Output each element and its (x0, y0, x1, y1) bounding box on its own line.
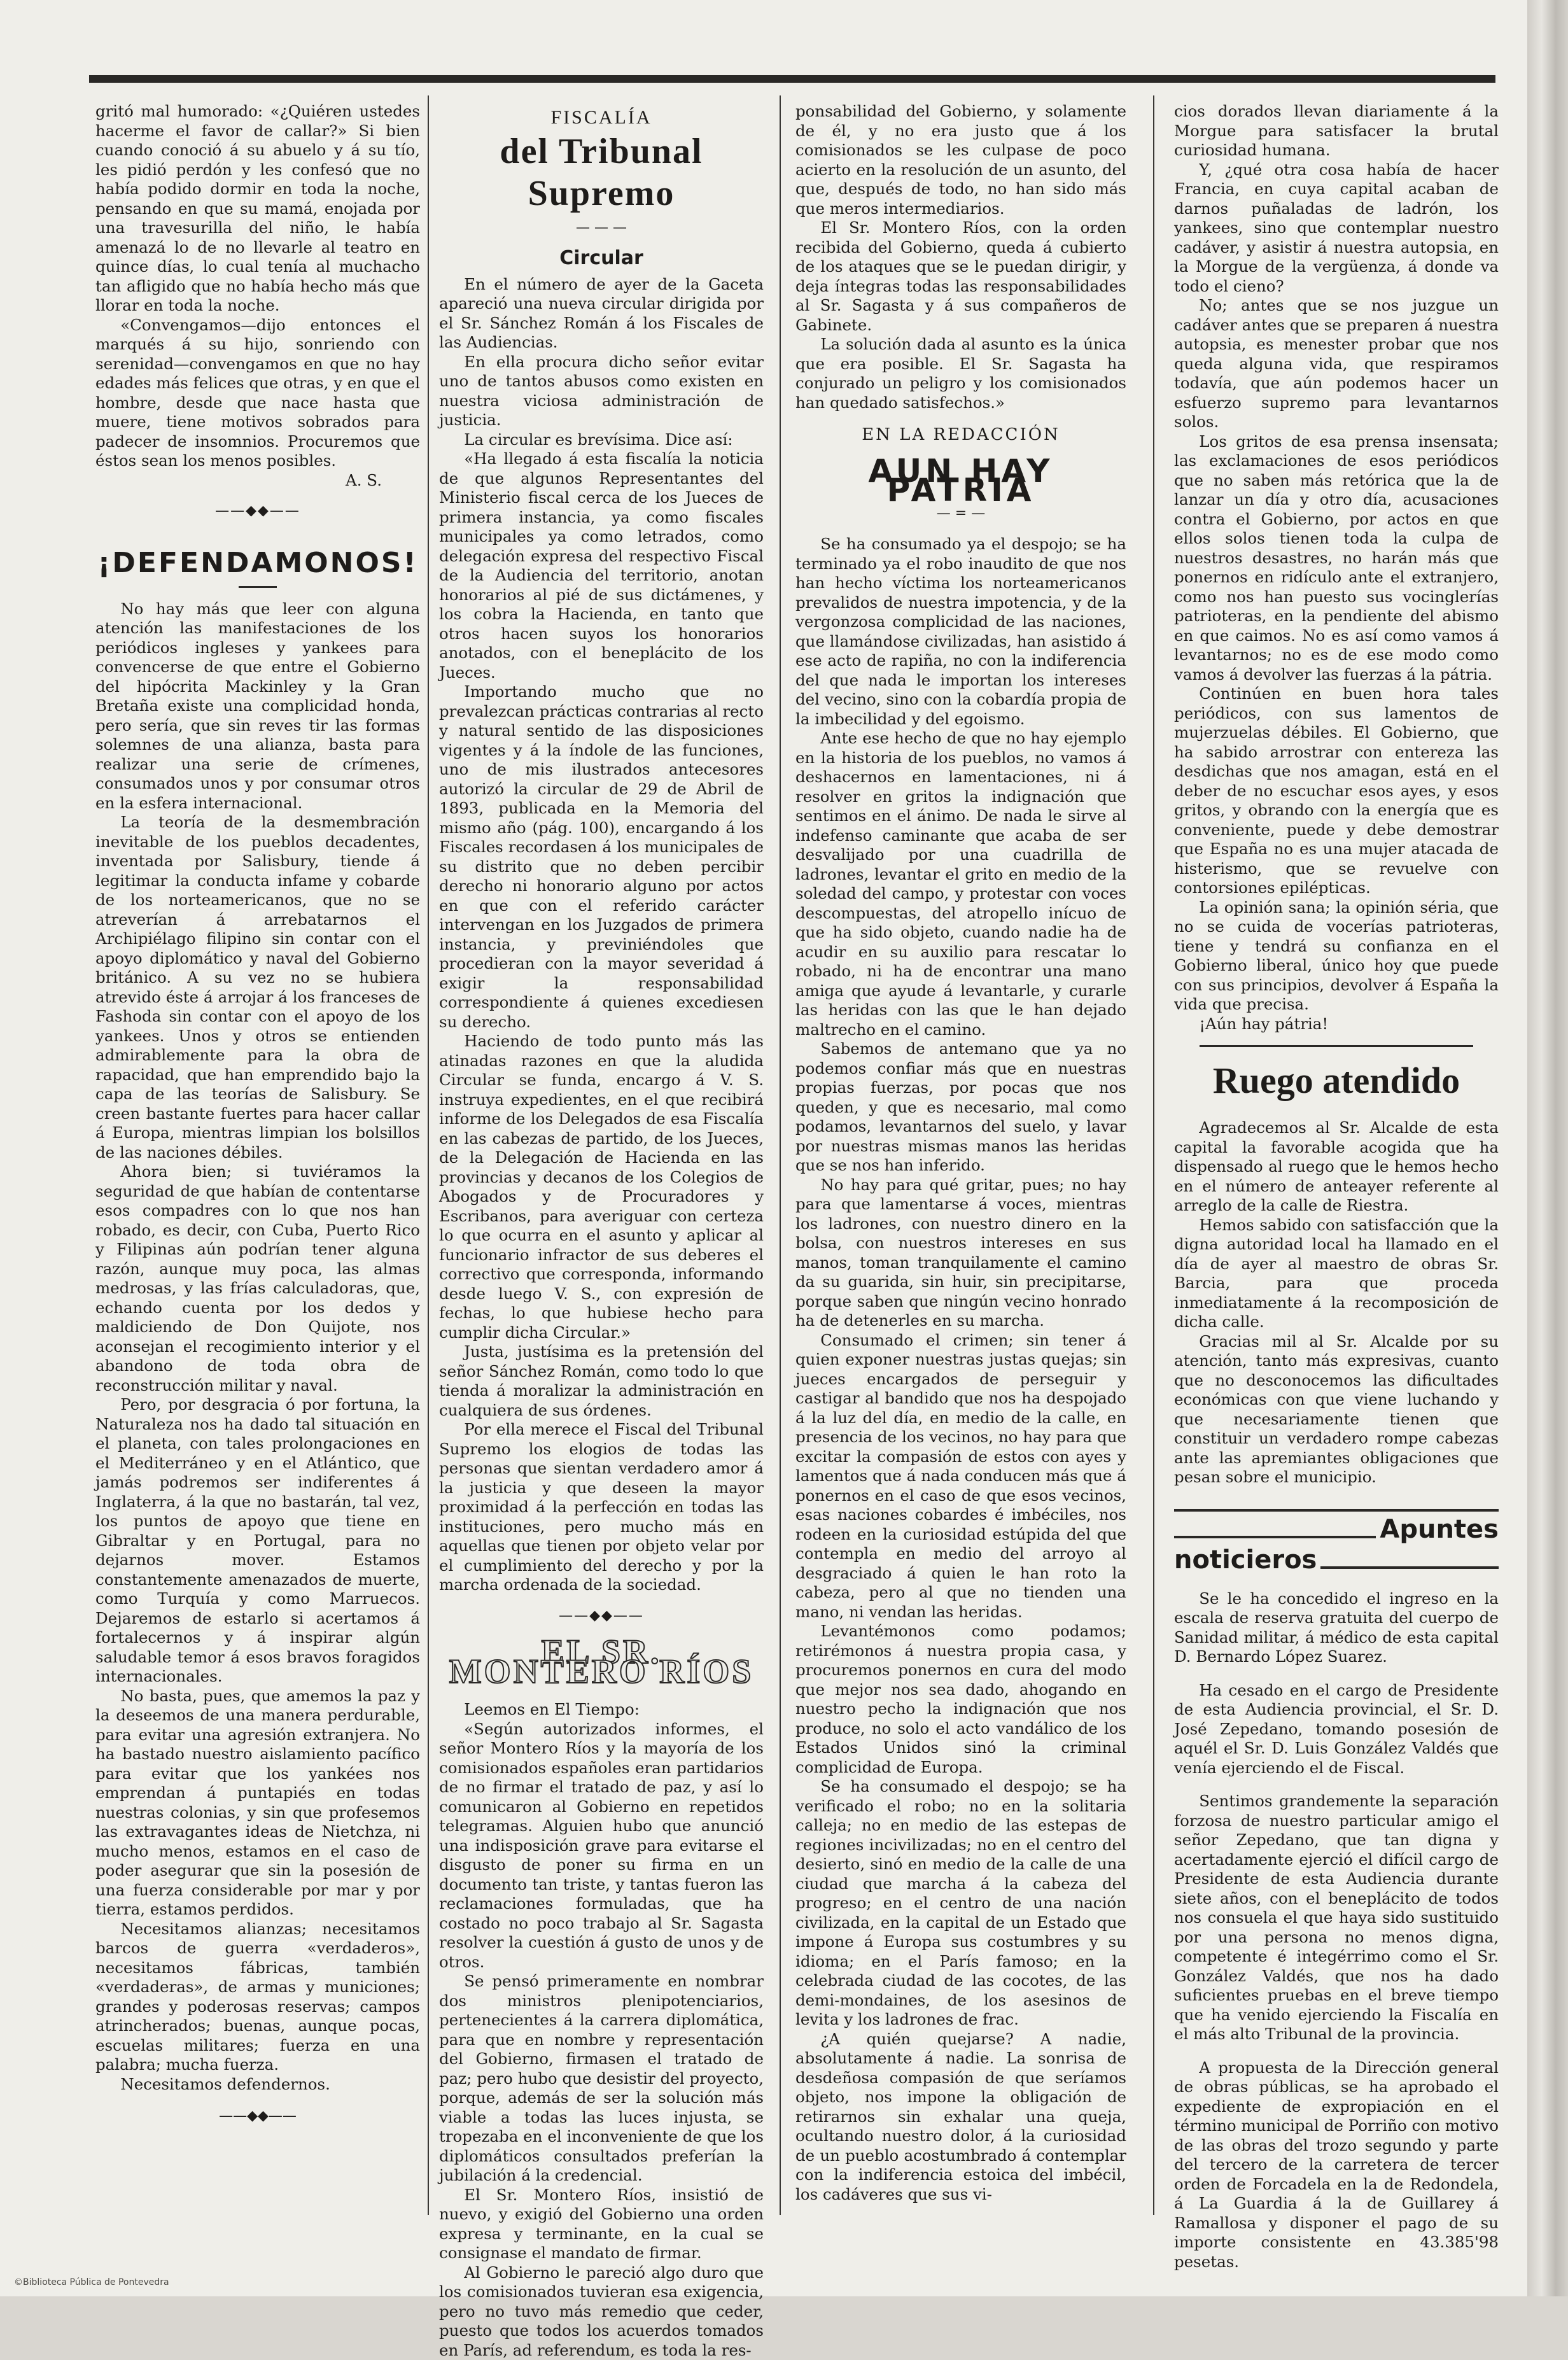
article-paragraph: Por ella merece el Fiscal del Tribunal Supremo los elogios de todas las personas que sientan verdadero amor á la justicia y que deseen la mayor proximidad á la perfección en todas las instituciones, pero mucho más en aquellas que tienen por objeto velar por el cumplimiento del derecho y por la marcha ordenada de la sociedad. (439, 1420, 764, 1595)
header-dash (1174, 1536, 1376, 1538)
column-4 (1174, 102, 1499, 2215)
article-paragraph: En el número de ayer de la Gaceta apareció una nueva circular dirigida por el Sr. Sánchez Román á los Fiscales de las Audiencias. (439, 275, 764, 353)
article-paragraph: Se pensó primeramente en nombrar dos ministros plenipotenciarios, pertenecientes á la carrera diplomática, para que en nombre y representación del Gobierno, firmasen el tratado de paz; pero hubo que desistir del proyecto, porque, además de ser la solución más viable a todas las luces injusta, se tropezaba en el inconveniente de que los diplomáticos consultados preferían la jubilación á la credencial. (439, 1972, 764, 2186)
article-paragraph: Ahora bien; si tuviéramos la seguridad de que habían de contentarse esos compadres con lo que nos han robado, es decir, con Cuba, Puerto Rico y Filipinas aún podrían tener alguna razón, aunque muy poca, las almas medrosas, y las frías calculadoras, que, echando cuenta por los dedos y maldiciendo de Don Quijote, nos aconsejan el recogimiento interior y el abandono de toda obra de reconstrucción militar y naval. (95, 1162, 420, 1395)
section-title-apuntes: Apuntes (1380, 1514, 1499, 1545)
article-paragraph: Leemos en El Tiempo: (439, 1700, 764, 1720)
article-paragraph: Agradecemos al Sr. Alcalde de esta capital la favorable acogida que ha dispensado al ruego que le hemos hecho en el número de anteayer referente al arreglo de la calle de Riestra. (1174, 1118, 1499, 1216)
article-paragraph: Consumado el crimen; sin tener á quien exponer nuestras justas quejas; sin jueces encargados de perseguir y castigar al bandido que nos ha despojado á la luz del día, en medio de la calle, en presencia de los vecinos, no hay para que excitar la compasión de estos con ayes y lamentos que á nada conducen más que á ponernos en el caso de que esos vecinos, esas naciones cobardes é imbéciles, nos rodeen en la curiosidad estúpida del que contempla en medio del arroyo al desgraciado á quien le han roto la cabeza, pero al que no tienden una mano, ni vendan las heridas. (795, 1331, 1126, 1622)
article-paragraph: «Según autorizados informes, el señor Montero Ríos y la mayoría de los comisionados españoles eran partidarios de no firmar el tratado de paz, y así lo comunicaron al Gobierno en repetidos telegramas. Alguien hubo que anunció una indisposición grave para evitarse el disgusto de poner su firma en un documento tan triste, y tantas fueron las reclamaciones formuladas, que ha costado no poco trabajo al Sr. Sagasta resolver la cuestión á gusto de unos y de otros. (439, 1720, 764, 1972)
column-1 (95, 102, 420, 2215)
article-paragraph: Se ha consumado el despojo; se ha verificado el robo; no en la solitaria calleja; no en medio de las estepas de regiones incivilizadas; no en el centro del desierto, sinó en medio de la calle de una ciudad que marcha á la cabeza del progreso; en el centro de una nación civilizada, en la capital de un Estado que impone á Europa sus costumbres y su idioma; en el París famoso; en la celebrada ciudad de las cocotes, de las demi-mondaines, de los asesinos de levita y los ladrones de frac. (795, 1777, 1126, 2030)
article-title-aun-hay-patria: AUN HAY PATRIA (795, 461, 1126, 500)
news-note: Ha cesado en el cargo de Presidente de esta Audiencia provincial, el Sr. D. José Zepedano, tomando posesión de aquél el Sr. D. Luis González Valdés que venía ejerciendo el de Fiscal. (1174, 1681, 1499, 1778)
article-paragraph: La circular es brevísima. Dice así: (439, 430, 764, 450)
article-paragraph: Necesitamos defendernos. (95, 2075, 420, 2095)
article-paragraph: «Ha llegado á esta fiscalía la noticia de que algunos Representantes del Ministerio fiscal cerca de los Jueces de primera instancia, ya como fiscales municipales ya como letrados, como delegación expresa del respectivo Fiscal de la Audiencia del territorio, anotan honorarios al pié de sus dictámenes, y los cobra la Hacienda, en tanto que otros hacen suyos los honorarios anotados, con el beneplácito de los Jueces. (439, 449, 764, 682)
ornament-separator: ——◆◆—— (95, 502, 420, 521)
news-note: Sentimos grandemente la separación forzosa de nuestro particular amigo el señor Zepedano, que tan digna y acertadamente ejerció el difícil cargo de Presidente de esta Audiencia durante siete años, con el beneplácito de todos nos consuela el que haya sido sustituido por una persona no menos digna, competente é integérrimo como el Sr. González Valdés, que nos ha dado suficientes pruebas en el breve tiempo que ha venido ejerciendo la Fiscalía en el más alto Tribunal de la provincia. (1174, 1792, 1499, 2044)
article-subtitle-circular: Circular (439, 249, 764, 269)
article-paragraph: Se ha consumado ya el despojo; se ha terminado ya el robo inaudito de que nos han hecho víctima los norteamericanos prevalidos de nuestra impotencia, y de la vergonzosa complicidad de las naciones, que llamándose civilizadas, han asistido á ese acto de rapiña, no con la indiferencia del que nada le importan los intereses del vecino, sino con la cobardía propia de la imbecilidad y del egoismo. (795, 535, 1126, 729)
article-paragraph: La opinión sana; la opinión séria, que no se cuida de vocerías patrioteras, tiene y tendrá su confianza en el Gobierno liberal, único hoy que puede con sus principios, devolver á España la vida que precisa. (1174, 898, 1499, 1015)
column-2 (439, 102, 764, 2215)
section-title-noticieros: noticieros (1174, 1545, 1317, 1575)
story-paragraph: gritó mal humorado: «¿Quiéren ustedes hacerme el favor de callar?» Si bien cuando conoció á su abuelo y á su tío, les pidió perdón y les confesó que no había podido dormir en toda la noche, pensando en que su mamá, enojada por una travesurilla del niño, le había amenazá lo de no llevarle al teatro en quince días, lo cual tenía al muchacho tan afligido que no había hecho más que llorar en toda la noche. (95, 102, 420, 316)
article-paragraph: Levantémonos como podamos; retirémonos á nuestra propia casa, y procuremos ponernos en cura del modo que mejor nos sea dado, ahogando en nuestro pecho la indignación que nos produce, no solo el acto vandálico de los Estados Unidos sinó la criminal complicidad de Europa. (795, 1622, 1126, 1777)
article-paragraph: cios dorados llevan diariamente á la Morgue para satisfacer la brutal curiosidad humana. (1174, 102, 1499, 160)
article-paragraph: El Sr. Montero Ríos, con la orden recibida del Gobierno, queda á cubierto de los ataques que se le puedan dirigir, y deja íntegras todas las responsabilidades al Sr. Sagasta y á sus compañeros de Gabinete. (795, 218, 1126, 335)
article-paragraph: No hay más que leer con alguna atención las manifestaciones de los periódicos ingleses y yankees para convencerse de que entre el Gobierno del hipócrita Mackinley y la Gran Bretaña existe una complicidad honda, pero sería, que sin reves tir las formas solemnes de una alianza, basta para realizar una serie de crímenes, consumados unos y por consumar otros en la esfera internacional. (95, 600, 420, 813)
ornament-separator: ——◆◆—— (95, 2107, 420, 2126)
column-rule (1153, 95, 1154, 2215)
article-paragraph: Importando mucho que no prevalezcan prácticas contrarias al recto y natural sentido de las disposiciones vigentes y á la índole de las funciones, uno de mis ilustrados antecesores autorizó la circular de 29 de Abril de 1893, publicada en la Memoria del mismo año (pág. 100), encargando á los Fiscales recordasen á los municipales de su distrito que no deben percibir derecho ni honorario alguno por actos en que con el referido carácter intervengan en los Juzgados de primera instancia, y previniéndoles que procedieran con la mayor severidad á exigir la responsabilidad correspondiente á quienes excediesen su derecho. (439, 682, 764, 1032)
column-rule (780, 95, 781, 2215)
article-title-ruego-atendido: Ruego atendido (1174, 1058, 1499, 1103)
header-dash (1320, 1566, 1499, 1569)
section-rule (1200, 1045, 1473, 1047)
article-paragraph: Justa, justísima es la pretensión del señor Sánchez Román, como todo lo que tienda á moralizar la administración en cualquiera de sus órdenes. (439, 1342, 764, 1420)
header-rule (89, 75, 1495, 83)
article-paragraph: La teoría de la desmembración inevitable de los pueblos decadentes, inventada por Salisbury, tiende á legitimar la conducta infame y cobarde de los norteamericanos, que no se atreverían á arrebatarnos el Archipiélago filipino sin contar con el apoyo diplomático y naval del Gobierno británico. A su vez no se hubiera atrevido éste á arrojar á los franceses de Fashoda sin contar con el apoyo de los yankees. Unos y otros se entienden admirablemente para la obra de rapacidad, que han emprendido bajo la capa de las teorías de Salisbury. Se creen bastante fuertes para hacer callar á Europa, mientras limpian los bolsillos de las naciones débiles. (95, 813, 420, 1162)
article-paragraph: Gracias mil al Sr. Alcalde por su atención, tanto más expresivas, cuanto que no desconocemos las dificultades económicas con que viene luchando y que necesariamente tienen que constituir un verdadero rompe cabezas ante las apremiantes obligaciones que pesan sobre el municipio. (1174, 1332, 1499, 1487)
article-paragraph: No basta, pues, que amemos la paz y la deseemos de una manera perdurable, para evitar una agresión extranjera. No ha bastado nuestro aislamiento pacífico para evitar que los yankées nos emprendan á puntapiés en todas nuestras colonias, y sin que profesemos las extravagantes ideas de Nietchza, ni mucho menos, estamos en el caso de poder asegurar que sin la posesión de una fuerza considerable por mar y por tierra, estamos perdidos. (95, 1687, 420, 1920)
article-paragraph: ¿A quién quejarse? A nadie, absolutamente á nadie. La sonrisa de desdeñosa compasión de que seríamos objeto, nos impone la obligación de retirarnos sin exhalar una queja, ocultando nuestro dolor, á la curiosidad de un pueblo acostumbrado á contemplar con la indiferencia estoica del imbécil, los cadáveres que sus vi- (795, 2030, 1126, 2205)
column-3 (795, 102, 1126, 2215)
story-paragraph: «Convengamos—dijo entonces el marqués á su hijo, sonriendo con serenidad—convengamos en que no hay edades más felices que otras, y en que el hombre, desde que nace hasta que muere, tiene motivos sobrados para padecer de insomnios. Procuremos que éstos sean los menos posibles. (95, 316, 420, 471)
news-note: Se le ha concedido el ingreso en la escala de reserva gratuita del cuerpo de Sanidad militar, á médico de esta capital D. Bernardo López Suarez. (1174, 1589, 1499, 1667)
article-paragraph: Pero, por desgracia ó por fortuna, la Naturaleza nos ha dado tal situación en el planeta, con tales prolongaciones en el Mediterráneo y en el Atlántico, que jamás podremos ser indiferentes á Inglaterra, á la que no bastarán, tal vez, los puntos de apoyo que tiene en Gibraltar y en Portugal, para no dejarnos mover. Estamos constantemente amenazados de muerte, como Turquía y como Marruecos. Dejaremos de estarlo si acertamos á fortalecernos y á inspirar algún saludable temor á esos bravos foragidos internacionales. (95, 1395, 420, 1687)
article-title-montero-rios: EL SR. MONTERO RÍOS (439, 1642, 764, 1681)
section-rule (1174, 1509, 1499, 1512)
ornament-separator: ——◆◆—— (439, 1606, 764, 1626)
column-rule (428, 95, 429, 2215)
article-closing: ¡Aún hay pátria! (1174, 1015, 1499, 1034)
ornament-separator: — — — (439, 218, 764, 238)
article-paragraph: Los gritos de esa prensa insensata; las exclamaciones de esos periódicos que no saben más retórica que la de lanzar un día y otro día, acusaciones contra el Gobierno, por actos en que ellos solos tienen toda la culpa de nuestros desastres, no harán más que ponernos en ridículo ante el extranjero, como nos han puesto sus vocinglerías patrioteras, en la pendiente del abismo en que caimos. No es así como vamos á levantarnos; no es de ese modo como vamos á devolver las fuerzas á la pátria. (1174, 432, 1499, 685)
ornament-separator: — = — (795, 504, 1126, 524)
article-paragraph: Haciendo de todo punto más las atinadas razones en que la aludida Circular se funda, encargo á V. S. instruya expedientes, en el que recibirá informe de los Delegados de esa Fiscalía en las cabezas de partido, de los Jueces, de la Delegación de Hacienda en las provincias y decanos de los Colegios de Abogados y de Procuradores y Escribanos, para averiguar con certeza lo que ocurra en el asunto y aplicar al funcionario infractor de sus deberes el correctivo que corresponda, informando desde luego V. S., con expresión de fechas, lo que hubiese hecho para cumplir dicha Circular.» (439, 1032, 764, 1342)
article-paragraph: ponsabilidad del Gobierno, y solamente de él, y no era justo que á los comisionados se les culpase de poco acierto en la resolución de un asunto, del que, después de todo, no han sido más que meros intermediarios. (795, 102, 1126, 218)
article-paragraph: Sabemos de antemano que ya no podemos confiar más que en nuestras propias fuerzas, por pocas que nos queden, y que es necesario, mal como podamos, levantarnos del suelo, y lavar por nuestras mismas manos las heridas que se nos han inferido. (795, 1039, 1126, 1176)
library-watermark: ©Biblioteca Pública de Pontevedra (14, 2277, 169, 2287)
section-header-apuntes (1174, 1509, 1499, 1575)
article-paragraph: No; antes que se nos juzgue un cadáver antes que se preparen á nuestra autopsia, es menester probar que nos queda alguna vida, que respiramos todavía, que aún podemos hacer un esfuerzo supremo para levantarnos solos. (1174, 296, 1499, 432)
article-paragraph: Hemos sabido con satisfacción que la digna autoridad local ha llamado en el día de ayer al maestro de obras Sr. Barcia, para que proceda inmediatamente á la recomposición de dicha calle. (1174, 1216, 1499, 1332)
article-paragraph: Ante ese hecho de que no hay ejemplo en la historia de los pueblos, no vamos á deshacernos en lamentaciones, ni á resolver en gritos la indignación que sentimos en el ánimo. De nada le sirve al indefenso caminante que acaba de ser desvalijado por una cuadrilla de ladrones, levantar el grito en medio de la soledad del campo, y protestar con voces descompuestas, del atropello inícuo de que ha sido objeto, cuando nadie ha de acudir en su auxilio para rescatar lo robado, ni ha de encontrar una mano amiga que ayude á levantarle, y curarle las heridas con las que le han dejado maltrecho en el camino. (795, 729, 1126, 1039)
article-paragraph: En ella procura dicho señor evitar uno de tantos abusos como existen en nuestra viciosa administración de justicia. (439, 353, 764, 430)
article-paragraph: Necesitamos alianzas; necesitamos barcos de guerra «verdaderos», necesitamos fábricas, también «verdaderas», de armas y municiones; grandes y poderosas reservas; campos atrincherados; buenas, aunque pocas, escuelas militares; fuerza en una palabra; mucha fuerza. (95, 1920, 420, 2075)
article-title-defendamonos: ¡DEFENDAMONOS! (95, 545, 420, 581)
page-edge (1527, 0, 1568, 2296)
title-underline (239, 586, 277, 588)
article-paragraph: Al Gobierno le pareció algo duro que los comisionados tuvieran esa exigencia, pero no tuvo más remedio que ceder, puesto que todos los acuerdos tomados en París, ad referendum, es toda la res- (439, 2263, 764, 2360)
article-paragraph: La solución dada al asunto es la única que era posible. El Sr. Sagasta ha conjurado un peligro y los comisionados han quedado satisfechos.» (795, 335, 1126, 412)
article-title-tribunal: del Tribunal Supremo (439, 130, 764, 214)
article-signature: A. S. (95, 471, 420, 491)
article-paragraph: No hay para qué gritar, pues; no hay para que lamentarse á voces, mientras los ladrones, con nuestro dinero en la bolsa, con nuestros intereses en sus manos, toman tranquilamente el camino da su guarida, sin huir, sin precipitarse, porque saben que ningún vecino honrado ha de detenerles en su marcha. (795, 1176, 1126, 1331)
article-paragraph: El Sr. Montero Ríos, insistió de nuevo, y exigió del Gobierno una orden expresa y terminante, en la cual se consignase el mandato de firmar. (439, 2186, 764, 2263)
article-paragraph: Y, ¿qué otra cosa había de hacer Francia, en cuya capital acaban de darnos puñaladas de ladrón, los yankees, sino que contemplar nuestro cadáver, y asistir á nuestra autopsia, en la Morgue de la vergüenza, á donde va todo el cieno? (1174, 160, 1499, 297)
article-paragraph: Continúen en buen hora tales periódicos, con sus lamentos de mujerzuelas débiles. El Gobierno, que ha sabido arrostrar con entereza las desdichas que nos amagan, está en el deber de no escuchar esos ayes, y esos gritos, y obrando con la energía que es conveniente, puede y debe demostrar que España no es una mujer atacada de histerismo, que se revuelve con contorsiones epilépticas. (1174, 684, 1499, 898)
section-kicker-redaccion: EN LA REDACCIÓN (795, 425, 1126, 445)
article-kicker-fiscalia: FISCALÍA (439, 108, 764, 128)
news-note: A propuesta de la Dirección general de obras públicas, se ha aprobado el expediente de expropiación en el término municipal de Porriño con motivo de las obras del trozo segundo y parte del tercero de la carretera de tercer orden de Forcadela en la de Redondela, á La Guardia á la de Guillarey á Ramallosa y disponer el pago de su importe consistente en 43.385'98 pesetas. (1174, 2058, 1499, 2272)
